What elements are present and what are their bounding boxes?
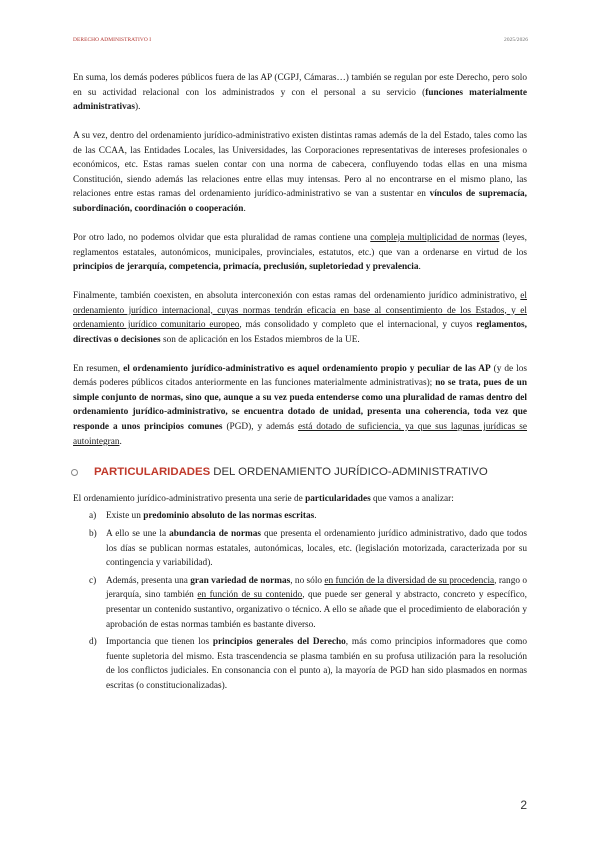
paragraph-5 [73, 362, 527, 450]
list-item-text [106, 574, 527, 632]
list-item-text [106, 509, 527, 524]
text: (leyes, reglamentos estatales, autonómicos, municipales, provinciales, estatutos, etc.) que van a ordenarse en virtud de los [73, 232, 527, 258]
paragraph-3 [73, 231, 527, 275]
text: . [243, 204, 246, 215]
underlined-text: en función de la diversidad de su procedencia [324, 575, 495, 586]
bold-text: gran variedad de normas [190, 575, 291, 586]
text: , no sólo [290, 575, 325, 586]
particularities-list [73, 509, 527, 693]
text: que vamos a analizar: [370, 493, 454, 504]
underlined-text: en función de su contenido [197, 590, 303, 601]
text: Existe un [106, 511, 144, 522]
bold-text: vínculos de supremacía, subordinación, coordinación o cooperación [73, 189, 527, 215]
underlined-text: compleja multiplicidad de normas [370, 232, 500, 243]
text: (PGD), y además [222, 422, 298, 433]
intro-paragraph [73, 492, 527, 507]
section-heading [73, 465, 527, 480]
list-item [73, 635, 527, 693]
text: son de aplicación en los Estados miembros de la UE. [160, 334, 360, 345]
text: A su vez, dentro del ordenamiento jurídico-administrativo existen distintas ramas además de la del Estado, tales como las de las CCAA, las Entidades Locales, las Universidades, las Corporaciones representativas de intereses profesionales o económicos, etc. Estas ramas suelen contar con una norma de cabecera, confluyendo todas ellas en una misma Constitución, siendo además las relaciones entre ellas muy intensas. Pero al no encontrarse en el mismo plano, las relaciones entre estas ramas del ordenamiento jurídico-administrativo se van a sustentar en [73, 131, 527, 200]
bold-text: particularidades [305, 493, 371, 504]
text: , que puede ser general y abstracto, concreto y específico, presentar un contenido sustantivo, organizativo o técnico. A ello se añade que el procedimiento de elaboración y aprobación de estas normas también es bastante diverso. [106, 590, 527, 630]
circle-bullet-icon [71, 469, 78, 476]
list-item [73, 574, 527, 632]
text: El ordenamiento jurídico-administrativo presenta una serie de [73, 493, 306, 504]
text: Finalmente, también coexisten, en absoluta interconexión con estas ramas del ordenamiento jurídico administrativo, [73, 291, 521, 302]
header-year: 2025/2026 [504, 37, 528, 43]
list-item [73, 527, 527, 571]
bold-text: reglamentos, directivas o decisiones [73, 320, 527, 345]
underlined-text: está dotado de suficiencia, ya que sus lagunas jurídicas se autointegran [73, 422, 528, 447]
section-heading-accent: PARTICULARIDADES [94, 466, 211, 479]
list-marker: b) [89, 529, 97, 540]
list-item-text [106, 635, 527, 693]
bold-text: predominio absoluto de las normas escritas [143, 511, 315, 522]
text: , más como principios informadores que como fuente supletoria del mismo. Esta trascendencia se plasma también en su profusa utilización para la resolución de los conflictos judiciales. En consonancia con el punto a), la mayoría de PGD han sido plasmados en normas escritas (o constitucionalizadas). [106, 637, 527, 691]
list-marker: c) [89, 575, 97, 586]
paragraph-1 [73, 71, 527, 115]
page-number: 2 [520, 798, 527, 812]
bold-text: principios generales del Derecho [212, 637, 346, 648]
paragraph-2 [73, 129, 527, 217]
text: (y de los demás poderes públicos citados anteriormente en las funciones materialmente administrativas); [73, 363, 527, 389]
bold-text: principios de jerarquía, competencia, primacía, preclusión, supletoriedad y prevalencia [73, 262, 419, 273]
underlined-text: el ordenamiento jurídico internacional, cuyas normas tendrán eficacia en base al consentimiento de los Estados, y el ordenamiento jurídico comunitario europeo [73, 291, 527, 331]
text: Por otro lado, no podemos olvidar que esta pluralidad de ramas contiene una [73, 232, 371, 243]
bold-text: abundancia de normas [169, 529, 261, 540]
text: . [119, 436, 122, 447]
document-body [73, 71, 527, 697]
bold-text: el ordenamiento jurídico-administrativo es aquel ordenamiento propio y peculiar de las AP [123, 363, 491, 374]
paragraph-4 [73, 289, 527, 347]
text: En suma, los demás poderes públicos fuera de las AP (CGPJ, Cámaras…) también se regulan por este Derecho, pero solo en su actividad relacional con los administrados y con el personal a su servicio ( [73, 73, 527, 98]
header-title: DERECHO ADMINISTRATIVO I [73, 37, 152, 43]
text: que presenta el ordenamiento jurídico administrativo, dado que todos los días se publican normas estatales, autonómicas, locales, etc. (legislación motorizada, caracterizada por su contingencia y variabilidad). [106, 529, 527, 569]
list-marker: d) [89, 637, 97, 648]
list-item-text [106, 527, 527, 571]
text: Además, presenta una [106, 575, 191, 586]
bold-text: no se trata, pues de un simple conjunto de normas, sino que, aunque a su vez pueda entenderse como una pluralidad de ramas dentro del ordenamiento jurídico-administrativo, se encuentra dotado de unidad, presenta una coherencia, toda vez que responde a unos principios comunes [73, 378, 527, 433]
text: ). [134, 102, 141, 113]
text: , más consolidado y completo que el internacional, y cuyos [239, 320, 477, 331]
text: A ello se une la [106, 529, 170, 540]
text: , rango o jerarquía, sino también [106, 575, 527, 601]
section-heading-rest: DEL ORDENAMIENTO JURÍDICO-ADMINISTRATIVO [213, 466, 488, 479]
bold-text: funciones materialmente administrativas [73, 87, 527, 113]
text: . [418, 262, 421, 273]
text: Importancia que tienen los [106, 637, 213, 648]
text: En resumen, [73, 363, 124, 374]
list-marker: a) [89, 511, 97, 522]
text: . [314, 511, 317, 522]
list-item [73, 509, 527, 524]
